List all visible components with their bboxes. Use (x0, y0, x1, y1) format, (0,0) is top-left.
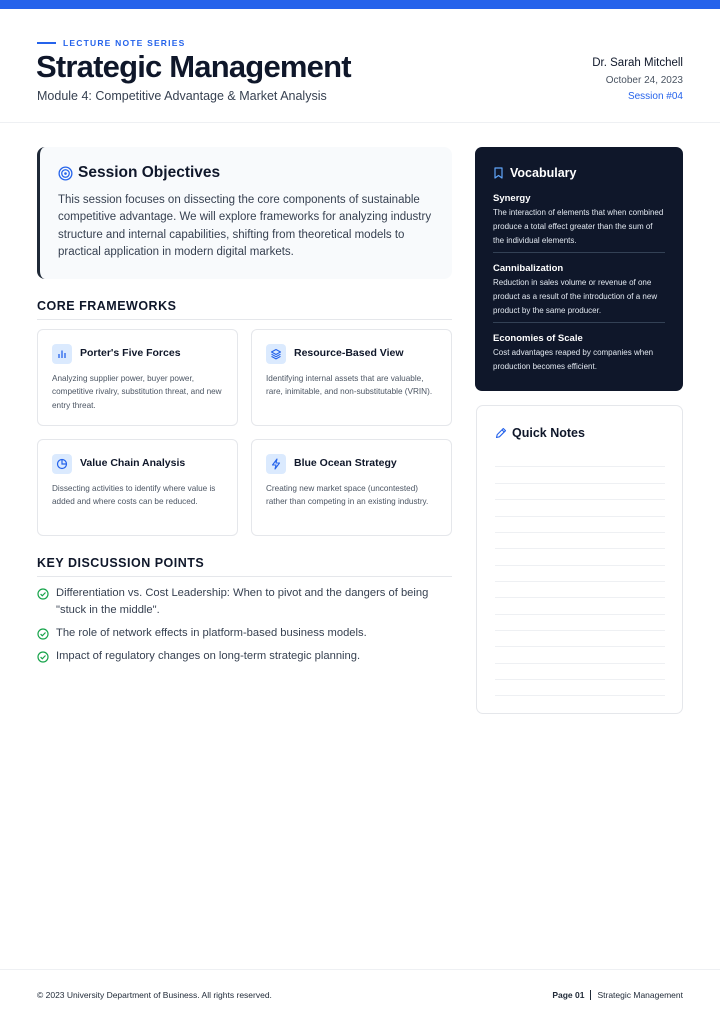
session-number: Session #04 (627, 91, 683, 102)
bar-chart-icon (56, 348, 68, 360)
page-footer (0, 969, 720, 1018)
lecture-date: October 24, 2023 (605, 75, 683, 86)
page-number: Page 01 (552, 990, 585, 1000)
pie-chart-icon (56, 458, 68, 470)
note-line (495, 466, 665, 467)
session-objectives-box (37, 147, 452, 279)
frameworks-rule (37, 319, 452, 320)
check-circle-icon (37, 651, 49, 663)
discussion-point (37, 625, 446, 642)
card-title: Blue Ocean Strategy (294, 457, 397, 469)
note-line (495, 499, 665, 500)
note-line (495, 630, 665, 631)
vocab-term-definition: Cost advantages reaped by companies when production becomes efficient. (493, 348, 654, 371)
vocab-term (493, 332, 665, 374)
vocab-term-name: Cannibalization (493, 263, 564, 274)
footer-course-name: Strategic Management (597, 990, 683, 1000)
page-subtitle: Module 4: Competitive Advantage & Market Analysis (37, 89, 327, 103)
discussion-point (37, 648, 446, 665)
card-description: Creating new market space (uncontested) rather than competing in an existing industry. (266, 484, 429, 507)
pen-icon (495, 427, 507, 439)
card-icon-box (52, 344, 72, 364)
note-line (495, 581, 665, 582)
vocab-divider (493, 252, 665, 253)
vocab-divider (493, 322, 665, 323)
note-line (495, 663, 665, 664)
note-line (495, 516, 665, 517)
target-icon (58, 166, 73, 181)
note-line (495, 483, 665, 484)
discussion-point (37, 585, 446, 618)
top-accent-bar (0, 0, 720, 9)
page-title: Strategic Management (36, 49, 351, 84)
lecture-meta (592, 56, 683, 103)
card-title: Porter's Five Forces (80, 347, 181, 359)
quick-notes-panel[interactable] (476, 405, 683, 714)
vocab-term-name: Economies of Scale (493, 333, 583, 344)
series-text: LECTURE NOTE SERIES (63, 38, 186, 48)
framework-card-porters (37, 329, 238, 426)
lightning-icon (270, 458, 282, 470)
objectives-heading (58, 164, 220, 182)
discussion-point-text: Impact of regulatory changes on long-term strategic planning. (56, 650, 361, 662)
discussion-point-text: The role of network effects in platform-based business models. (56, 627, 367, 639)
framework-card-blue-ocean (251, 439, 452, 536)
vocabulary-heading (493, 166, 576, 180)
vocab-term-definition: The interaction of elements that when combined produce a total effect greater than the sum of the individual elements. (493, 208, 664, 245)
layers-icon (270, 348, 282, 360)
note-line (495, 614, 665, 615)
footer-page-info (552, 990, 683, 1000)
card-description: Identifying internal assets that are valuable, rare, inimitable, and non-substitutable (VRIN). (266, 374, 433, 397)
vocab-term-name: Synergy (493, 193, 531, 204)
vocabulary-title: Vocabulary (510, 166, 577, 180)
note-line (495, 548, 665, 549)
card-icon-box (266, 344, 286, 364)
note-line (495, 695, 665, 696)
discussion-point-text: Differentiation vs. Cost Leadership: When to pivot and the dangers of being "stuck in the middle". (56, 587, 429, 616)
objectives-text: This session focuses on dissecting the core components of sustainable competitive advantage. We will explore frameworks for analyzing industry structure and internal capabilities, shifting from theoretical models to practical application in modern digital markets. (58, 194, 432, 258)
copyright-text: © 2023 University Department of Business. All rights reserved. (37, 990, 272, 1000)
bookmark-icon (493, 167, 504, 179)
note-line (495, 565, 665, 566)
discussion-rule (37, 576, 452, 577)
card-title: Resource-Based View (294, 347, 404, 359)
note-line (495, 597, 665, 598)
framework-card-value-chain (37, 439, 238, 536)
quick-notes-heading (495, 426, 585, 440)
card-description: Analyzing supplier power, buyer power, competitive rivalry, substitution threat, and new entry threat. (52, 374, 222, 410)
card-title: Value Chain Analysis (80, 457, 186, 469)
quick-notes-title: Quick Notes (512, 426, 585, 440)
framework-card-rbv (251, 329, 452, 426)
author-name: Dr. Sarah Mitchell (592, 57, 683, 69)
vocab-term (493, 192, 665, 248)
note-line (495, 646, 665, 647)
frameworks-heading: CORE FRAMEWORKS (37, 299, 177, 313)
vocab-term (493, 262, 665, 318)
check-circle-icon (37, 628, 49, 640)
card-icon-box (52, 454, 72, 474)
vocabulary-panel (475, 147, 683, 391)
footer-separator (590, 990, 591, 1000)
check-circle-icon (37, 588, 49, 600)
card-icon-box (266, 454, 286, 474)
discussion-heading: KEY DISCUSSION POINTS (37, 556, 205, 570)
objectives-title: Session Objectives (78, 164, 221, 181)
note-line (495, 532, 665, 533)
vocab-term-definition: Reduction in sales volume or revenue of one product as a result of the introduction of a new product by the same producer. (493, 278, 658, 315)
page-header (0, 9, 720, 123)
card-description: Dissecting activities to identify where value is added and where costs can be reduced. (52, 484, 216, 507)
series-label (37, 38, 185, 48)
series-accent-line (37, 42, 56, 44)
note-line (495, 679, 665, 680)
